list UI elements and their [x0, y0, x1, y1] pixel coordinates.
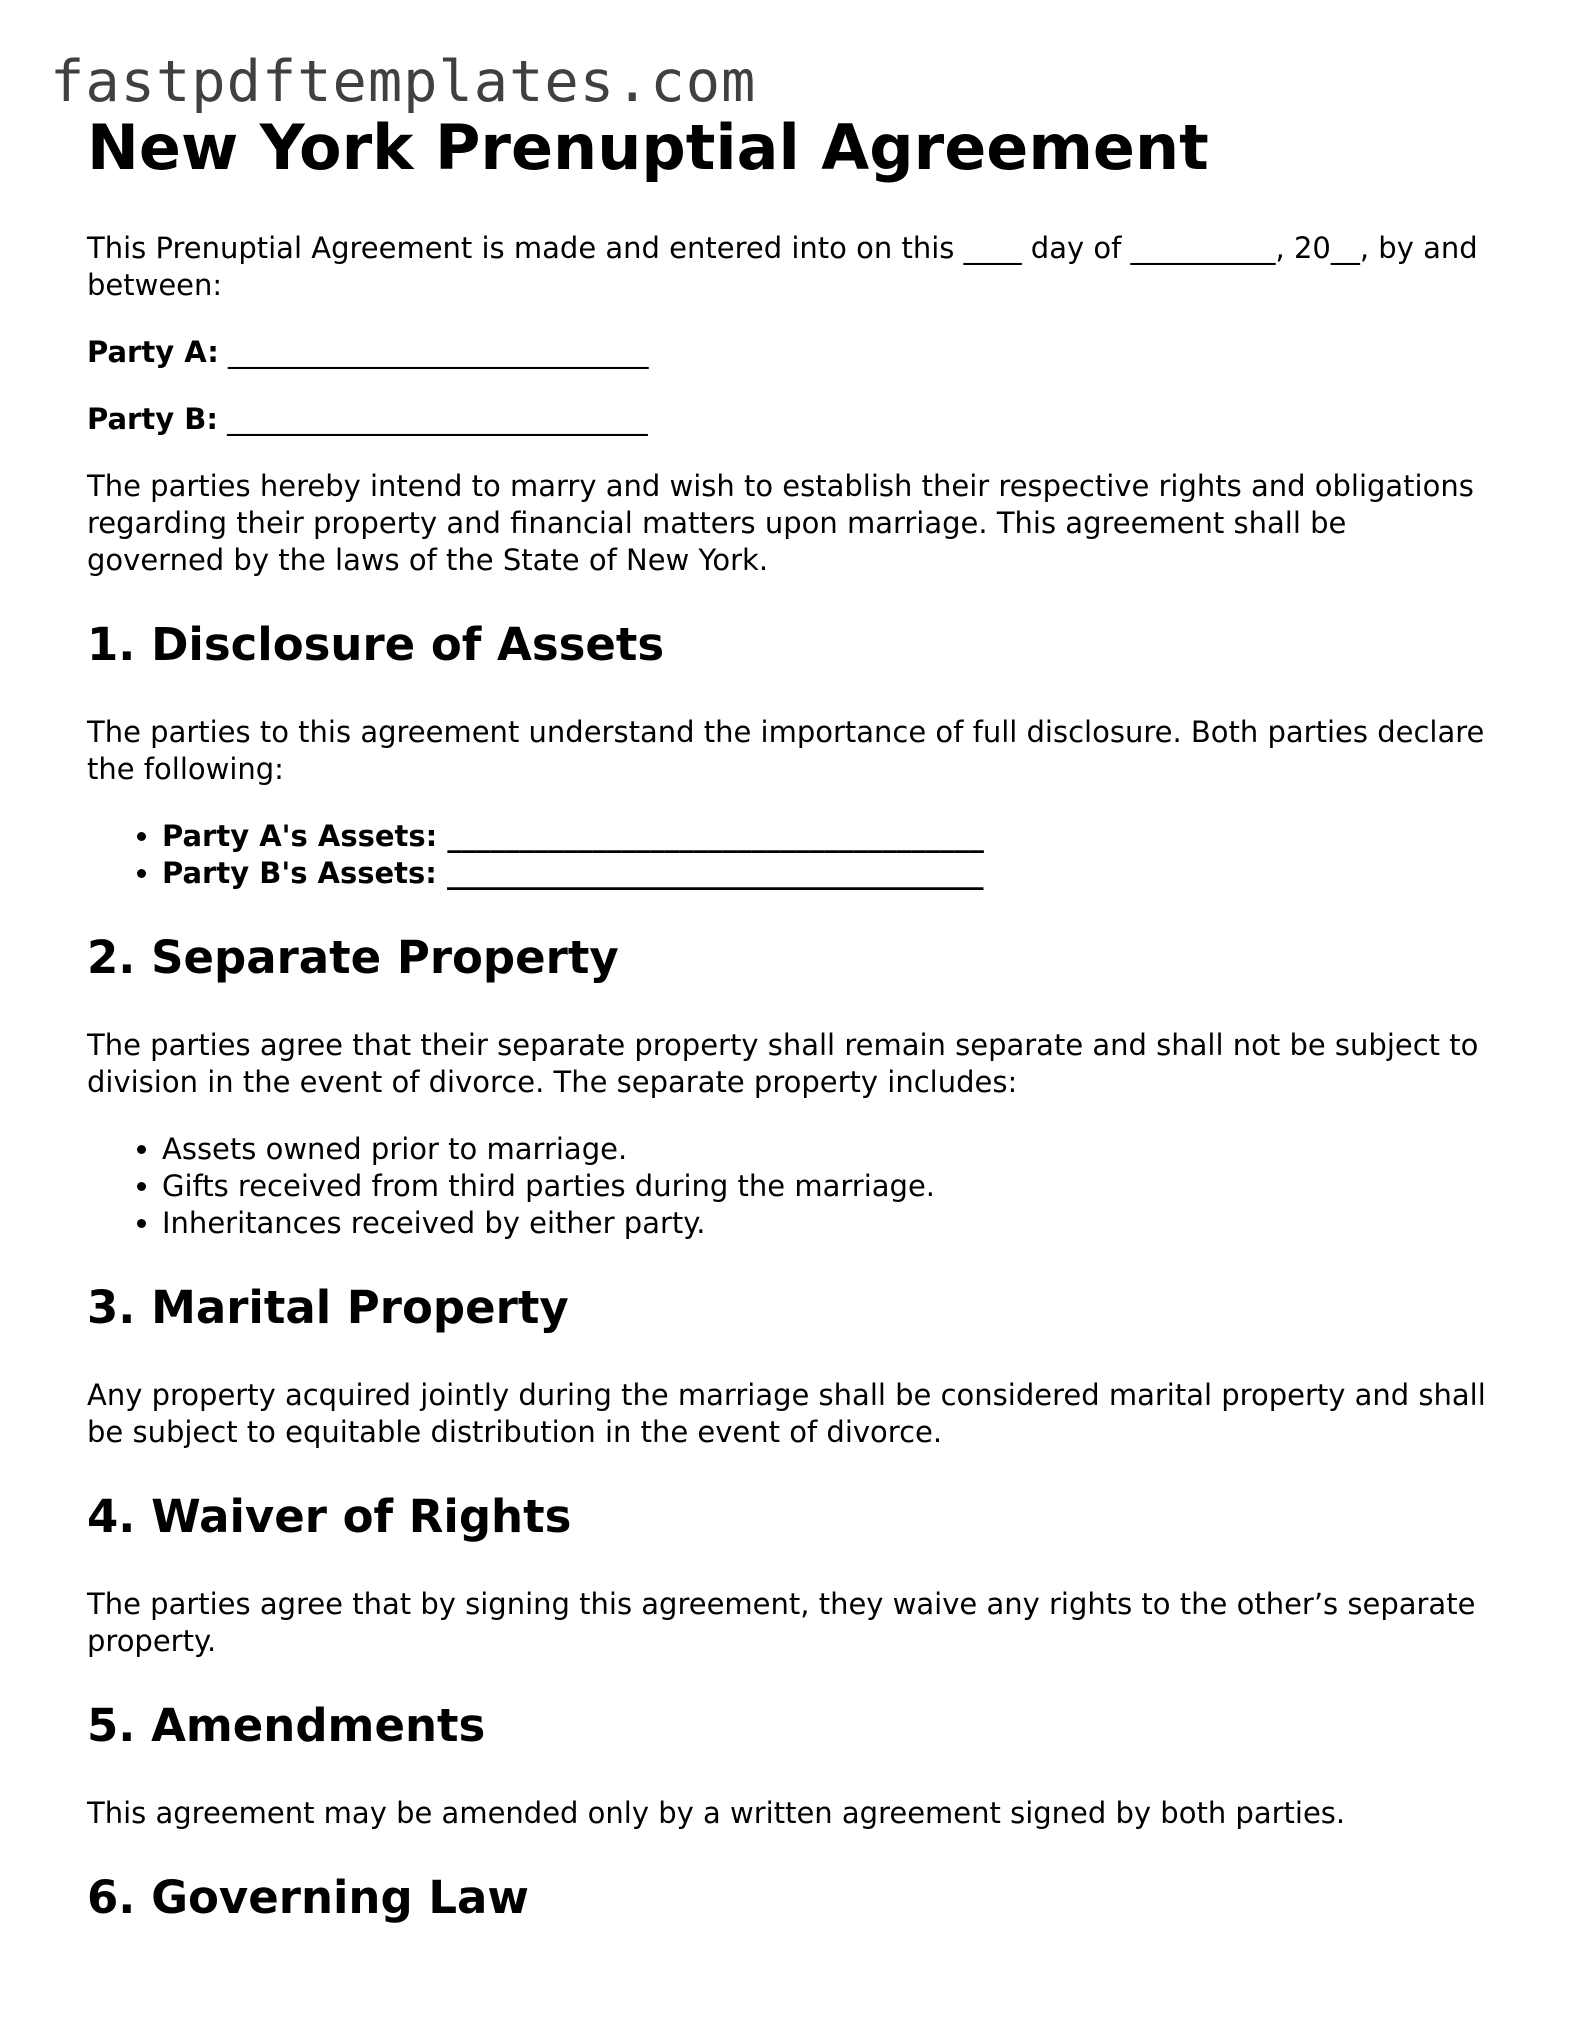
party-a-blank: _____________________________	[228, 335, 649, 369]
watermark: fastpdftemplates.com	[50, 49, 757, 115]
separate-property-list	[87, 1131, 1487, 1242]
section-text-marital-property: Any property acquired jointly during the marriage shall be considered marital property and shall be subject to equitable distribution in the event of divorce.	[87, 1378, 1486, 1449]
section-text-disclosure: The parties to this agreement understand the importance of full disclosure. Both parties declare the following:	[87, 715, 1485, 786]
list-item: • Party A's Assets: _____________________________________	[162, 818, 1487, 855]
section-text-amendments: This agreement may be amended only by a written agreement signed by both parties.	[87, 1796, 1346, 1830]
asset-list	[87, 818, 1487, 892]
section-heading-disclosure: 1. Disclosure of Assets	[87, 618, 665, 671]
intro-paragraph: This Prenuptial Agreement is made and entered into on this ____ day of __________, 20__, by and between:	[87, 231, 1478, 302]
party-a-line	[87, 334, 1487, 371]
section-heading-marital-property: 3. Marital Property	[87, 1281, 569, 1334]
party-b-line	[87, 401, 1487, 438]
document-title: New York Prenuptial Agreement	[87, 111, 1209, 184]
section-text-separate-property: The parties agree that their separate property shall remain separate and shall not be subject to division in the event of divorce. The separate property includes:	[87, 1028, 1479, 1099]
list-item: • Assets owned prior to marriage.	[162, 1131, 1487, 1168]
section-heading-waiver: 4. Waiver of Rights	[87, 1490, 572, 1543]
section-text-waiver: The parties agree that by signing this agreement, they waive any rights to the other’s separate property.	[87, 1587, 1476, 1658]
section-heading-separate-property: 2. Separate Property	[87, 931, 619, 984]
purpose-paragraph: The parties hereby intend to marry and wish to establish their respective rights and obligations regarding their property and financial matters upon marriage. This agreement shall be governed by the laws of the State of New York.	[87, 469, 1474, 577]
section-heading-amendments: 5. Amendments	[87, 1699, 486, 1752]
list-item: • Inheritances received by either party.	[162, 1205, 1487, 1242]
list-item: • Gifts received from third parties during the marriage.	[162, 1168, 1487, 1205]
document-page	[87, 106, 1487, 1928]
party-b-blank: _____________________________	[227, 402, 648, 436]
list-item: • Party B's Assets: _____________________________________	[162, 855, 1487, 892]
party-a-label: Party A:	[87, 335, 219, 369]
party-b-label: Party B:	[87, 402, 218, 436]
section-heading-governing-law: 6. Governing Law	[87, 1871, 529, 1924]
